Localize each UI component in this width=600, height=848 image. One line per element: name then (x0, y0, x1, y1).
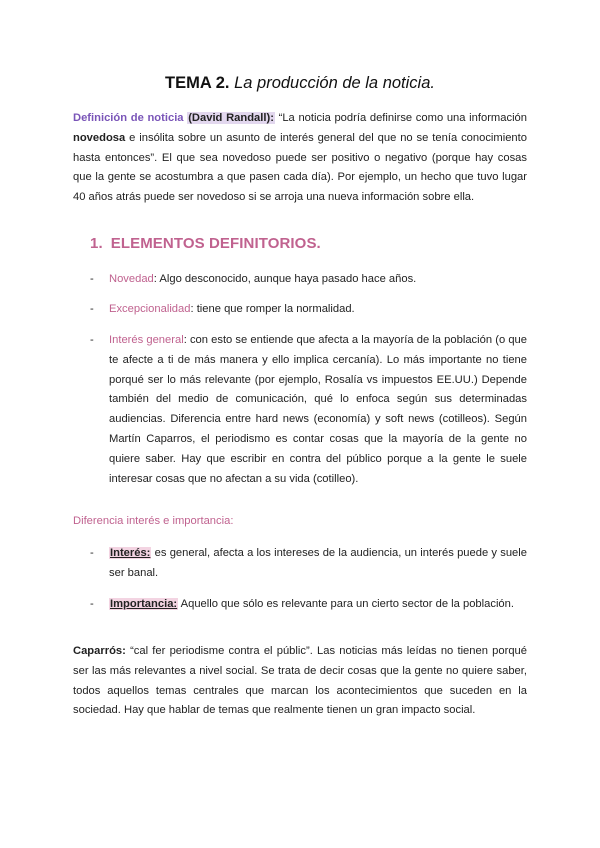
section-heading-elementos (90, 235, 321, 252)
list-item-novedad (90, 270, 527, 290)
caparros-paragraph (73, 642, 527, 721)
section-title: ELEMENTOS DEFINITORIOS. (110, 235, 321, 252)
term-novedad: Novedad (109, 273, 154, 285)
difference-heading: Diferencia interés e importancia: (73, 515, 234, 527)
list-item-interes-general (90, 331, 527, 489)
term-excepcionalidad-text: : tiene que romper la normalidad. (190, 303, 355, 315)
term-interes-text: es general, afecta a los intereses de la audiencia, un interés puede y suele ser banal. (109, 547, 527, 579)
title-text: La producción de la noticia. (229, 74, 435, 92)
list-item-importancia (90, 595, 527, 615)
definition-text-1: “La noticia podría definirse como una información (274, 112, 527, 124)
definition-label: Definición de noticia (73, 112, 184, 124)
definition-author: (David Randall): (188, 112, 274, 124)
bullet-dash: - (90, 334, 94, 346)
bullet-dash: - (90, 598, 94, 610)
term-importancia-text: Aquello que sólo es relevante para un cierto sector de la población. (178, 598, 514, 610)
term-interes: Interés: (110, 547, 151, 559)
section-number: 1. (90, 235, 103, 252)
definition-paragraph (73, 109, 527, 208)
term-excepcionalidad: Excepcionalidad (109, 303, 191, 315)
definition-bold-word: novedosa (73, 131, 126, 144)
term-novedad-text: : Algo desconocido, aunque haya pasado hace años. (153, 273, 417, 285)
definition-text-2: e insólita sobre un asunto de interés general del que no se tenía conocimiento hasta entonces”. El que sea novedoso puede ser positivo o negativo (porque hay cosas que la gente se acostumbra a que pasen cada día). Por ejemplo, un hecho que tuvo lugar 40 años atrás puede ser novedoso si se arroja una nueva información sobre ella. (73, 131, 527, 204)
term-interes-general-text: : con esto se entiende que afecta a la mayoría de la población (o que te afecte a ti de más manera y ello implica cercanía). Lo más importante no tiene porqué ser lo más relevante (por ejemplo, Rosalía vs impuestos EE.UU.) Depende también del medio de comunicación, qué lo enfoca según sus determinadas audiencias. Diferencia entre hard news (economía) y soft news (cotilleos). Según Martín Caparros, el periodismo es contar cosas que la mayoría de la gente no quiere saber. Hay que escribir en contra del público porque a la gente le suele interesar cosas que no afectan a su vida (cotilleo). (109, 334, 527, 485)
term-importancia: Importancia: (110, 598, 178, 610)
title-number: TEMA 2. (165, 74, 230, 92)
caparros-text: “cal fer periodisme contra el públic”. Las noticias más leídas no tienen porqué ser las más relevantes a nivel social. Se trata de decir cosas que la gente no quiere saber, todos aquellos temas centrales que marcan los acontecimientos que suceden en la sociedad. Hay que hablar de temas que realmente tienen un gran impacto social. (73, 645, 527, 717)
list-item-excepcionalidad (90, 300, 527, 320)
bullet-dash: - (90, 547, 94, 559)
caparros-label: Caparrós: (73, 645, 126, 657)
bullet-dash: - (90, 273, 94, 285)
page-title (0, 74, 600, 93)
bullet-dash: - (90, 303, 94, 315)
list-item-interes (90, 544, 527, 584)
term-interes-general: Interés general (109, 334, 184, 346)
